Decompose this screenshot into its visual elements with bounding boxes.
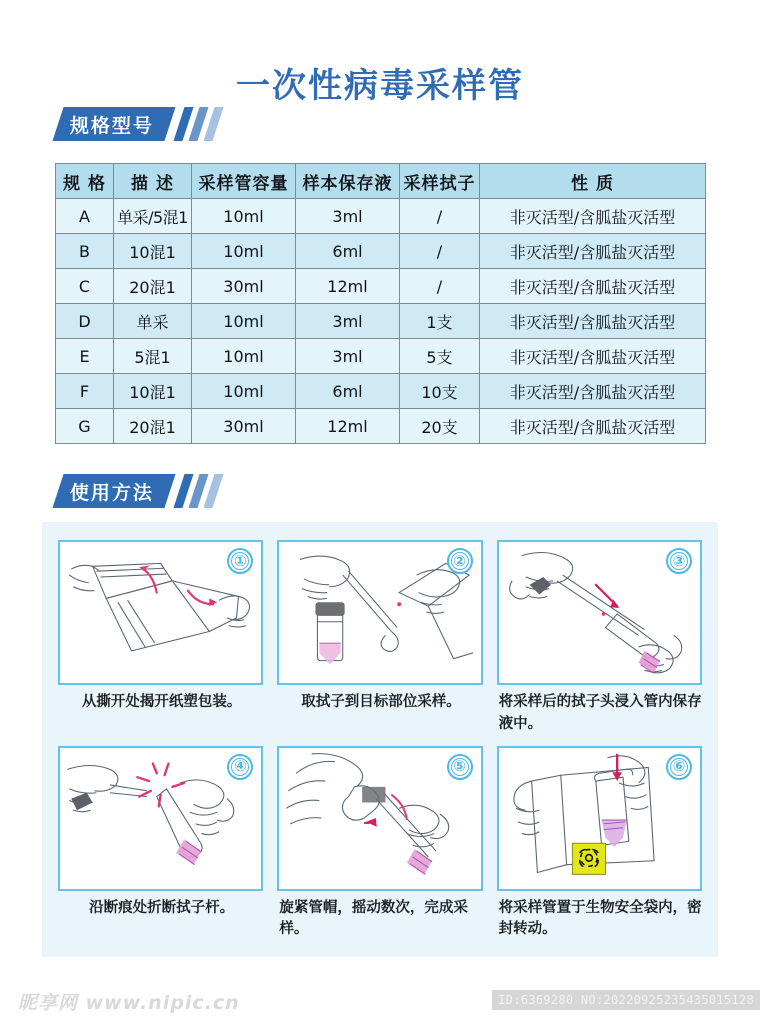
usage-figure-4 xyxy=(58,746,263,891)
cell-swab: / xyxy=(400,234,480,269)
cell-nature: 非灭活型/含胍盐灭活型 xyxy=(480,409,706,444)
step-caption-3: 将采样后的拭子头浸入管内保存液中。 xyxy=(498,694,702,732)
table-row xyxy=(56,234,706,269)
col-header-spec: 规 格 xyxy=(56,164,114,199)
cell-swab: 10支 xyxy=(400,374,480,409)
usage-step-2 xyxy=(277,540,482,736)
cell-volume: 10ml xyxy=(192,304,296,339)
step-caption-1: 从撕开处揭开纸塑包装。 xyxy=(81,694,242,710)
cell-spec: D xyxy=(56,304,114,339)
step-badge-6 xyxy=(666,754,692,780)
cell-spec: G xyxy=(56,409,114,444)
cell-swab: 20支 xyxy=(400,409,480,444)
section-tag-usage xyxy=(52,474,175,508)
section-tag-usage-label: 使用方法 xyxy=(70,481,155,504)
cell-spec: C xyxy=(56,269,114,304)
table-row xyxy=(56,374,706,409)
cell-nature: 非灭活型/含胍盐灭活型 xyxy=(480,199,706,234)
usage-step-grid xyxy=(58,540,702,941)
cell-spec: E xyxy=(56,339,114,374)
step-badge-2 xyxy=(447,548,473,574)
table-row xyxy=(56,269,706,304)
usage-step-6 xyxy=(497,746,702,942)
usage-figure-6 xyxy=(497,746,702,891)
cell-nature: 非灭活型/含胍盐灭活型 xyxy=(480,234,706,269)
usage-step-4 xyxy=(58,746,263,942)
cell-volume: 10ml xyxy=(192,234,296,269)
cell-medium: 12ml xyxy=(296,409,400,444)
table-header-row xyxy=(56,164,706,199)
usage-figure-3 xyxy=(497,540,702,685)
table-row xyxy=(56,199,706,234)
cell-volume: 30ml xyxy=(192,269,296,304)
cell-desc: 单采/5混1 xyxy=(114,199,192,234)
cell-swab: 5支 xyxy=(400,339,480,374)
cell-medium: 6ml xyxy=(296,374,400,409)
cell-medium: 3ml xyxy=(296,339,400,374)
usage-panel xyxy=(42,522,718,957)
step-number-2: ② xyxy=(453,551,466,570)
spec-table xyxy=(55,163,706,444)
cell-swab: / xyxy=(400,269,480,304)
step-number-6: ⑥ xyxy=(672,757,686,775)
usage-step-1 xyxy=(58,540,263,736)
cell-spec: F xyxy=(56,374,114,409)
cell-desc: 20混1 xyxy=(114,269,192,304)
page-title: 一次性病毒采样管 xyxy=(236,66,524,106)
slash-decoration-icon xyxy=(179,474,224,508)
col-header-nature: 性 质 xyxy=(480,164,706,199)
section-tag-spec xyxy=(52,107,175,141)
cell-desc: 10混1 xyxy=(114,374,192,409)
cell-spec: B xyxy=(56,234,114,269)
step-badge-4 xyxy=(227,754,253,780)
usage-step-5 xyxy=(277,746,482,942)
table-row xyxy=(56,409,706,444)
col-header-volume: 采样管容量 xyxy=(192,164,296,199)
col-header-swab: 采样拭子 xyxy=(400,164,480,199)
col-header-medium: 样本保存液 xyxy=(296,164,400,199)
cell-volume: 10ml xyxy=(192,199,296,234)
usage-figure-2 xyxy=(277,540,482,685)
asset-id-label: ID:6369280 NO:20220925235435015128 xyxy=(492,990,760,1010)
step-number-5: ⑤ xyxy=(453,757,466,775)
section-tag-spec-label: 规格型号 xyxy=(70,114,155,137)
step-badge-5 xyxy=(447,754,473,780)
step-caption-2: 取拭子到目标部位采样。 xyxy=(301,694,461,710)
section-header-usage xyxy=(58,474,760,508)
cell-spec: A xyxy=(56,199,114,234)
cell-medium: 12ml xyxy=(296,269,400,304)
usage-figure-5 xyxy=(277,746,482,891)
spec-table-wrap xyxy=(55,163,705,444)
footer xyxy=(0,976,760,1024)
cell-volume: 10ml xyxy=(192,374,296,409)
slash-decoration-icon xyxy=(179,107,224,141)
site-watermark: 昵享网 www.nipic.cn xyxy=(18,992,240,1014)
cell-desc: 10混1 xyxy=(114,234,192,269)
step-caption-4: 沿断痕处折断拭子杆。 xyxy=(89,899,235,916)
cell-medium: 3ml xyxy=(296,199,400,234)
usage-step-3 xyxy=(497,540,702,736)
cell-nature: 非灭活型/含胍盐灭活型 xyxy=(480,374,706,409)
step-number-4: ④ xyxy=(233,757,247,775)
step-caption-6: 将采样管置于生物安全袋内，密封转动。 xyxy=(498,899,702,938)
cell-nature: 非灭活型/含胍盐灭活型 xyxy=(480,269,706,304)
section-header-spec xyxy=(58,107,760,141)
cell-desc: 20混1 xyxy=(114,409,192,444)
table-row xyxy=(56,304,706,339)
step-number-1: ① xyxy=(233,551,247,570)
cell-desc: 单采 xyxy=(114,304,192,339)
step-caption-5: 旋紧管帽，摇动数次，完成采样。 xyxy=(279,899,468,938)
step-number-3: ③ xyxy=(672,551,686,570)
cell-medium: 6ml xyxy=(296,234,400,269)
usage-figure-1 xyxy=(58,540,263,685)
cell-volume: 10ml xyxy=(192,339,296,374)
cell-nature: 非灭活型/含胍盐灭活型 xyxy=(480,304,706,339)
col-header-desc: 描 述 xyxy=(114,164,192,199)
cell-desc: 5混1 xyxy=(114,339,192,374)
table-row xyxy=(56,339,706,374)
cell-nature: 非灭活型/含胍盐灭活型 xyxy=(480,339,706,374)
cell-volume: 30ml xyxy=(192,409,296,444)
cell-swab: / xyxy=(400,199,480,234)
step-badge-3 xyxy=(666,548,692,574)
cell-medium: 3ml xyxy=(296,304,400,339)
cell-swab: 1支 xyxy=(400,304,480,339)
